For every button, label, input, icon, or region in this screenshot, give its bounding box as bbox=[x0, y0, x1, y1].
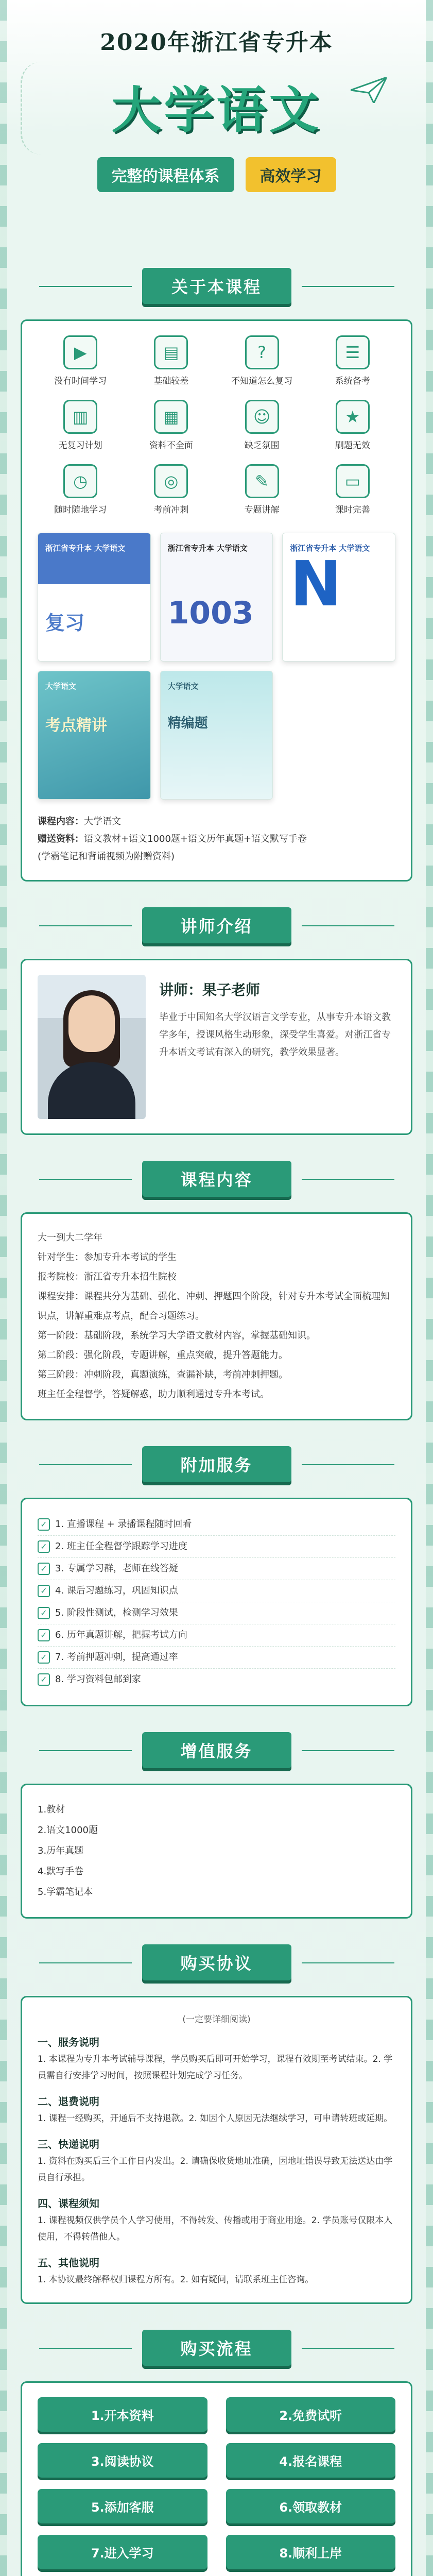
book-cover-text: 复习 bbox=[45, 612, 85, 634]
agreement-section bbox=[21, 1944, 412, 2304]
feature-item bbox=[310, 335, 395, 386]
chart-icon: ▥ bbox=[63, 400, 97, 434]
feature-label: 不知道怎么复习 bbox=[231, 376, 293, 386]
agreement-text: 1. 本协议最终解释权归课程方所有。2. 如有疑问，请联系班主任咨询。 bbox=[38, 2275, 314, 2285]
service-text: 2. 班主任全程督学跟踪学习进度 bbox=[55, 1541, 187, 1552]
service-text: 6. 历年真题讲解，把握考试方向 bbox=[55, 1630, 187, 1640]
teacher-bio: 毕业于中国知名大学汉语言文学专业，从事专升本语文教学多年，授课风格生动形象，深受学生喜爱。对浙江省专升本语文考试有深入的研究，教学效果显著。 bbox=[159, 1012, 391, 1058]
agreement-text: 1. 课程视频仅供学员个人学习使用，不得转发、传播或用于商业用途。2. 学员账号仅限本人使用，不得转借他人。 bbox=[38, 2215, 393, 2242]
service-item bbox=[38, 1558, 395, 1580]
tag-efficient-study: 高效学习 bbox=[246, 157, 336, 192]
book-title: 浙江省专升本 大学语文 bbox=[167, 544, 248, 553]
check-icon: ✓ bbox=[38, 1607, 50, 1619]
content-paragraph: 第三阶段：冲刺阶段，真题演练，查漏补缺，考前冲刺押题。 bbox=[38, 1369, 288, 1380]
agreement-text: 1. 资料在购买后三个工作日内发出。2. 请确保收货地址准确，因地址错误导致无法送达由学员自行承担。 bbox=[38, 2156, 393, 2183]
content-section bbox=[21, 1161, 412, 1420]
service-text: 1. 直播课程 + 录播课程随时回看 bbox=[55, 1519, 192, 1530]
book-cover bbox=[160, 533, 273, 662]
course-info bbox=[38, 813, 395, 866]
value-item: 2.语文1000题 bbox=[38, 1825, 98, 1836]
book-cover bbox=[38, 671, 151, 800]
flow-card bbox=[21, 2381, 412, 2576]
section-heading-flow: 购买流程 bbox=[142, 2330, 291, 2366]
book-icon: ▤ bbox=[154, 335, 188, 369]
check-icon: ✓ bbox=[38, 1540, 50, 1553]
course-title: 大学语文 bbox=[111, 81, 322, 139]
right-decor-stripe bbox=[426, 0, 433, 2576]
feature-item bbox=[310, 400, 395, 451]
check-icon: ✓ bbox=[38, 1563, 50, 1575]
book-cover-text: 1003 bbox=[167, 595, 254, 631]
trophy-icon: ★ bbox=[336, 400, 370, 434]
section-heading-agreement: 购买协议 bbox=[142, 1944, 291, 1980]
content-paragraph: 大一到大二学年 bbox=[38, 1232, 102, 1243]
feature-item bbox=[310, 464, 395, 515]
content-card bbox=[21, 1212, 412, 1420]
course-info-line bbox=[38, 848, 395, 866]
info-key: 课程内容： bbox=[38, 816, 84, 827]
teacher-card bbox=[21, 959, 412, 1135]
feature-label: 系统备考 bbox=[335, 376, 370, 386]
content-paragraph: 第二阶段：强化阶段，专题讲解，重点突破，提升答题能力。 bbox=[38, 1350, 288, 1361]
check-icon: ✓ bbox=[38, 1673, 50, 1686]
service-text: 8. 学习资料包邮到家 bbox=[55, 1674, 141, 1685]
flow-step: 8.顺利上岸 bbox=[226, 2535, 396, 2569]
content-paragraph: 报考院校：浙江省专升本招生院校 bbox=[38, 1272, 177, 1282]
book-cover-text: N bbox=[290, 549, 342, 620]
doc-icon: ▦ bbox=[154, 400, 188, 434]
pen-icon: ✎ bbox=[245, 464, 279, 498]
book-cover bbox=[282, 533, 395, 662]
agreement-section-title: 三、快递说明 bbox=[38, 2138, 99, 2150]
content-paragraph: 针对学生：参加专升本考试的学生 bbox=[38, 1252, 177, 1263]
feature-label: 没有时间学习 bbox=[54, 376, 107, 386]
check-icon: ✓ bbox=[38, 1629, 50, 1641]
list-icon: ☰ bbox=[336, 335, 370, 369]
teacher-photo bbox=[38, 975, 146, 1119]
tag-course-system: 完整的课程体系 bbox=[97, 157, 234, 192]
content-paragraph: 第一阶段：基础阶段，系统学习大学语文教材内容，掌握基础知识。 bbox=[38, 1330, 316, 1341]
check-icon: ✓ bbox=[38, 1651, 50, 1664]
info-value: 大学语文 bbox=[84, 816, 121, 827]
agreement-section-title: 四、课程须知 bbox=[38, 2197, 99, 2210]
agreement-section-title: 一、服务说明 bbox=[38, 2036, 99, 2048]
flow-step: 1.开本资料 bbox=[38, 2397, 207, 2432]
section-heading-services: 附加服务 bbox=[142, 1446, 291, 1482]
course-info-line bbox=[38, 813, 395, 831]
value-card bbox=[21, 1784, 412, 1919]
book-cover-text: 考点精讲 bbox=[45, 717, 107, 735]
section-heading-about: 关于本课程 bbox=[142, 268, 291, 304]
monitor-icon: ▭ bbox=[336, 464, 370, 498]
feature-item bbox=[38, 400, 123, 451]
service-text: 7. 考前押题冲刺，提高通过率 bbox=[55, 1652, 178, 1663]
book-cover bbox=[38, 533, 151, 662]
service-text: 4. 课后习题练习，巩固知识点 bbox=[55, 1585, 178, 1596]
service-item bbox=[38, 1536, 395, 1558]
feature-item bbox=[38, 464, 123, 515]
info-value: 语文教材+语文1000题+语文历年真题+语文默写手卷 bbox=[84, 834, 307, 844]
feature-item bbox=[128, 400, 214, 451]
section-heading-value: 增值服务 bbox=[142, 1732, 291, 1768]
info-value: (学霸笔记和背诵视频为附赠资料) bbox=[38, 851, 175, 862]
agreement-text: 1. 本课程为专升本考试辅导课程，学员购买后即可开始学习，课程有效期至考试结束。2. 学员需自行安排学习时间，按照课程计划完成学习任务。 bbox=[38, 2054, 393, 2081]
service-item bbox=[38, 1669, 395, 1690]
hero-tags bbox=[0, 157, 433, 192]
section-heading-teacher: 讲师介绍 bbox=[142, 907, 291, 943]
feature-item bbox=[38, 335, 123, 386]
feature-item bbox=[219, 464, 305, 515]
feature-item bbox=[219, 400, 305, 451]
feature-item bbox=[128, 464, 214, 515]
service-text: 3. 专属学习群，老师在线答疑 bbox=[55, 1563, 178, 1574]
feature-label: 资料不全面 bbox=[149, 440, 193, 451]
about-section bbox=[21, 268, 412, 882]
agreement-subtitle: (一定要详细阅读) bbox=[182, 2014, 251, 2025]
teacher-section bbox=[21, 907, 412, 1135]
book-cover-text: 精编题 bbox=[167, 716, 208, 731]
info-key: 赠送资料： bbox=[38, 834, 84, 844]
book-cover bbox=[160, 671, 273, 800]
doodle-decoration bbox=[21, 62, 67, 155]
content-paragraph: 课程安排：课程共分为基础、强化、冲刺、押题四个阶段，针对专升本考试全面梳理知识点，讲解重难点考点，配合习题练习。 bbox=[38, 1291, 390, 1321]
feature-label: 基础较差 bbox=[153, 376, 189, 386]
feature-item bbox=[219, 335, 305, 386]
teacher-name: 讲师：果子老师 bbox=[159, 981, 261, 998]
about-card bbox=[21, 319, 412, 882]
book-title: 大学语文 bbox=[45, 682, 77, 691]
feature-item bbox=[128, 335, 214, 386]
service-text: 5. 阶段性测试，检测学习效果 bbox=[55, 1607, 178, 1618]
service-item bbox=[38, 1647, 395, 1669]
flow-step: 2.免费试听 bbox=[226, 2397, 396, 2432]
check-icon: ✓ bbox=[38, 1585, 50, 1597]
section-heading-content: 课程内容 bbox=[142, 1161, 291, 1197]
feature-icon-grid bbox=[38, 335, 395, 515]
services-section bbox=[21, 1446, 412, 1706]
book-grid bbox=[38, 533, 395, 800]
flow-step: 4.报名课程 bbox=[226, 2443, 396, 2478]
paper-plane-icon bbox=[351, 77, 387, 103]
flow-section bbox=[21, 2330, 412, 2576]
feature-label: 缺乏氛围 bbox=[244, 440, 280, 451]
target-icon: ◎ bbox=[154, 464, 188, 498]
services-card bbox=[21, 1498, 412, 1706]
service-item bbox=[38, 1602, 395, 1624]
book-title: 大学语文 bbox=[167, 682, 199, 691]
check-icon: ✓ bbox=[38, 1518, 50, 1531]
agreement-card bbox=[21, 1996, 412, 2304]
hero-banner bbox=[0, 0, 433, 268]
value-item: 4.默写手卷 bbox=[38, 1866, 84, 1877]
question-icon: ? bbox=[245, 335, 279, 369]
feature-label: 课时完善 bbox=[335, 505, 370, 515]
value-item: 5.学霸笔记本 bbox=[38, 1887, 93, 1897]
feature-label: 无复习计划 bbox=[58, 440, 102, 451]
value-item: 1.教材 bbox=[38, 1804, 65, 1815]
value-section bbox=[21, 1732, 412, 1919]
agreement-section-title: 二、退费说明 bbox=[38, 2095, 99, 2108]
flow-step: 6.领取教材 bbox=[226, 2489, 396, 2523]
value-item: 3.历年真题 bbox=[38, 1845, 84, 1856]
hero-year-title: 2020年浙江省专升本 bbox=[100, 29, 333, 56]
service-item bbox=[38, 1580, 395, 1602]
service-item bbox=[38, 1514, 395, 1536]
left-decor-stripe bbox=[0, 0, 7, 2576]
feature-label: 专题讲解 bbox=[244, 505, 280, 515]
book-title: 浙江省专升本 大学语文 bbox=[45, 544, 126, 553]
agreement-section-title: 五、其他说明 bbox=[38, 2257, 99, 2269]
agreement-text: 1. 课程一经购买，开通后不支持退款。2. 如因个人原因无法继续学习，可申请转班或延期。 bbox=[38, 2113, 393, 2124]
flow-step: 5.添加客服 bbox=[38, 2489, 207, 2523]
feature-label: 随时随地学习 bbox=[54, 505, 107, 515]
flow-grid bbox=[38, 2397, 395, 2569]
book-title: 浙江省专升本 大学语文 bbox=[290, 544, 370, 553]
video-icon: ▶ bbox=[63, 335, 97, 369]
flow-step: 7.进入学习 bbox=[38, 2535, 207, 2569]
course-info-line bbox=[38, 831, 395, 848]
people-icon: ☺ bbox=[245, 400, 279, 434]
feature-label: 考前冲刺 bbox=[153, 505, 189, 515]
flow-step: 3.阅读协议 bbox=[38, 2443, 207, 2478]
service-item bbox=[38, 1624, 395, 1647]
feature-label: 刷题无效 bbox=[335, 440, 370, 451]
content-paragraph: 班主任全程督学，答疑解惑，助力顺利通过专升本考试。 bbox=[38, 1389, 269, 1400]
clock-icon: ◷ bbox=[63, 464, 97, 498]
